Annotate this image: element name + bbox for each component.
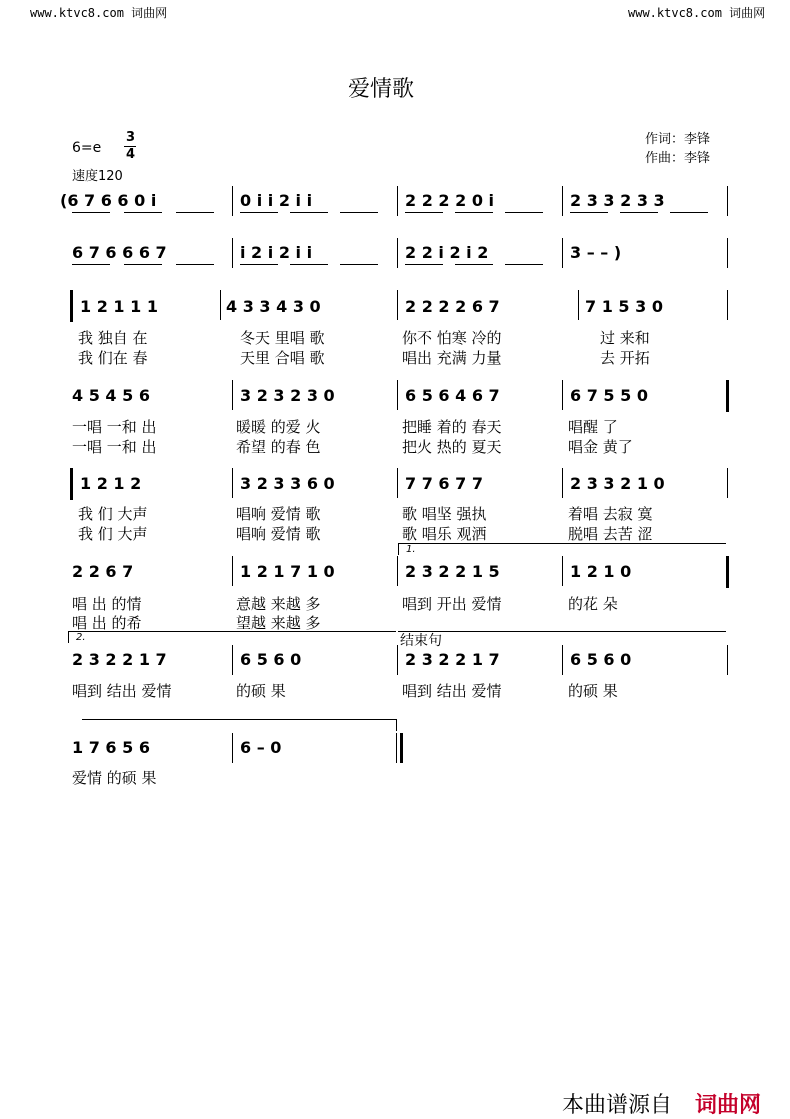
ending-label: 结束句 bbox=[400, 633, 442, 649]
lyric: 唱到 结出 爱情 bbox=[402, 682, 502, 700]
barline bbox=[397, 468, 398, 498]
measure: 6 5 6 0 bbox=[240, 650, 302, 669]
lyric-verse-1: 你不 怕寒 冷的 bbox=[402, 329, 502, 347]
measure: 2 2 2 2 6 7 bbox=[405, 297, 500, 316]
volta-1-bracket bbox=[398, 543, 726, 544]
lyric-verse-2: 我 们 大声 bbox=[78, 525, 148, 543]
lyric: 爱情 的硕 果 bbox=[72, 769, 157, 787]
barline bbox=[232, 733, 233, 763]
volta-1-label: 1. bbox=[406, 544, 416, 555]
lyric-verse-2: 歌 唱乐 观洒 bbox=[402, 525, 487, 543]
lyric-verse-1: 暖暖 的爱 火 bbox=[236, 418, 321, 436]
lyric: 的硕 果 bbox=[568, 682, 618, 700]
lyric-verse-1: 过 来和 bbox=[600, 329, 650, 347]
measure: i 2 i 2 i i bbox=[240, 243, 313, 262]
site-watermark-left: www.ktvc8.com 词曲网 bbox=[30, 6, 168, 20]
measure: (6 7 6 6 0 i bbox=[60, 191, 157, 210]
time-signature-bottom: 4 bbox=[126, 147, 136, 162]
barline bbox=[397, 238, 398, 268]
measure: 6 5 6 0 bbox=[570, 650, 632, 669]
barline bbox=[232, 186, 233, 216]
lyric-verse-1: 唱到 开出 爱情 bbox=[402, 595, 502, 613]
lyricist: 作词：李锋 bbox=[645, 132, 711, 147]
lyric-verse-1: 冬天 里唱 歌 bbox=[240, 329, 325, 347]
lyric-verse-1: 的花 朵 bbox=[568, 595, 618, 613]
barline bbox=[727, 468, 728, 498]
footer-source bbox=[562, 1088, 761, 1119]
measure: 1 2 1 2 bbox=[80, 474, 142, 493]
measure: 3 2 3 2 3 0 bbox=[240, 386, 335, 405]
barline bbox=[727, 238, 728, 268]
lyric-verse-1: 意越 来越 多 bbox=[236, 595, 321, 613]
lyric-verse-1: 唱醒 了 bbox=[568, 418, 618, 436]
lyric-verse-1: 把睡 着的 春天 bbox=[402, 418, 502, 436]
site-watermark-right: www.ktvc8.com 词曲网 bbox=[628, 6, 766, 20]
barline bbox=[397, 290, 398, 320]
barline bbox=[397, 380, 398, 410]
lyric-verse-2: 唱金 黄了 bbox=[568, 438, 633, 456]
measure: 4 3 3 4 3 0 bbox=[226, 297, 321, 316]
lyric-verse-2: 把火 热的 夏天 bbox=[402, 438, 502, 456]
measure: 0 i i 2 i i bbox=[240, 191, 313, 210]
final-barline-thick bbox=[400, 733, 403, 763]
measure: 6 – 0 bbox=[240, 738, 282, 757]
lyric-verse-1: 唱响 爱情 歌 bbox=[236, 505, 321, 523]
measure: 3 2 3 3 6 0 bbox=[240, 474, 335, 493]
measure: 2 3 3 2 1 0 bbox=[570, 474, 665, 493]
barline bbox=[578, 290, 579, 320]
lyric-verse-1: 我 们 大声 bbox=[78, 505, 148, 523]
barline bbox=[397, 556, 398, 586]
lyric: 唱到 结出 爱情 bbox=[72, 682, 172, 700]
barline bbox=[232, 645, 233, 675]
final-barline-thin bbox=[396, 733, 397, 763]
lyric: 的硕 果 bbox=[236, 682, 286, 700]
measure: 6 7 6 6 6 7 bbox=[72, 243, 167, 262]
measure: 6 5 6 4 6 7 bbox=[405, 386, 500, 405]
lyric-verse-2: 唱 出 的希 bbox=[72, 614, 142, 632]
measure: 1 2 1 7 1 0 bbox=[240, 562, 335, 581]
measure: 2 2 6 7 bbox=[72, 562, 134, 581]
volta-2-label: 2. bbox=[76, 632, 86, 643]
barline bbox=[232, 238, 233, 268]
lyric-verse-2: 望越 来越 多 bbox=[236, 614, 321, 632]
barline bbox=[562, 645, 563, 675]
lyric-verse-2: 去 开拓 bbox=[600, 349, 650, 367]
measure: 1 2 1 0 bbox=[570, 562, 632, 581]
lyric-verse-1: 一唱 一和 出 bbox=[72, 418, 157, 436]
composer: 作曲：李锋 bbox=[645, 151, 711, 166]
barline bbox=[397, 645, 398, 675]
barline bbox=[232, 468, 233, 498]
measure: 2 3 2 2 1 7 bbox=[72, 650, 167, 669]
measure: 1 7 6 5 6 bbox=[72, 738, 150, 757]
barline bbox=[232, 556, 233, 586]
barline bbox=[727, 645, 728, 675]
repeat-start bbox=[70, 468, 73, 500]
lyric-verse-1: 歌 唱坚 强执 bbox=[402, 505, 487, 523]
key-signature: 6=e bbox=[72, 140, 102, 156]
barline bbox=[562, 186, 563, 216]
measure: 2 3 2 2 1 7 bbox=[405, 650, 500, 669]
lyric-verse-1: 着唱 去寂 寞 bbox=[568, 505, 653, 523]
barline bbox=[397, 186, 398, 216]
barline bbox=[562, 380, 563, 410]
repeat-end bbox=[726, 556, 729, 588]
measure: 6 7 5 5 0 bbox=[570, 386, 648, 405]
measure: 2 3 3 2 3 3 bbox=[570, 191, 665, 210]
volta-2-bracket bbox=[68, 631, 396, 632]
song-title: 爱情歌 bbox=[348, 77, 415, 102]
lyric-verse-2: 天里 合唱 歌 bbox=[240, 349, 325, 367]
footer-brand-link[interactable]: 词曲网 bbox=[695, 1093, 762, 1118]
repeat-start bbox=[70, 290, 73, 322]
footer-source-label: 本曲谱源自 bbox=[562, 1093, 673, 1118]
lyric-verse-2: 一唱 一和 出 bbox=[72, 438, 157, 456]
barline bbox=[562, 238, 563, 268]
barline bbox=[562, 468, 563, 498]
barline bbox=[232, 380, 233, 410]
measure: 7 1 5 3 0 bbox=[585, 297, 663, 316]
measure: 2 2 i 2 i 2 bbox=[405, 243, 489, 262]
measure: 4 5 4 5 6 bbox=[72, 386, 150, 405]
measure: 2 3 2 2 1 5 bbox=[405, 562, 500, 581]
lyric-verse-1: 唱 出 的情 bbox=[72, 595, 142, 613]
lyric-verse-2: 唱出 充满 力量 bbox=[402, 349, 502, 367]
measure: 1 2 1 1 1 bbox=[80, 297, 158, 316]
ending-bracket bbox=[398, 631, 726, 632]
lyric-verse-2: 脱唱 去苦 涩 bbox=[568, 525, 653, 543]
measure: 7 7 6 7 7 bbox=[405, 474, 483, 493]
measure: 3 – – ) bbox=[570, 243, 622, 262]
barline bbox=[562, 556, 563, 586]
lyric-verse-2: 我 们在 春 bbox=[78, 349, 148, 367]
barline bbox=[727, 290, 728, 320]
lyric-verse-2: 唱响 爱情 歌 bbox=[236, 525, 321, 543]
barline bbox=[220, 290, 221, 320]
time-signature-top: 3 bbox=[126, 130, 136, 145]
repeat-end bbox=[726, 380, 729, 412]
lyric-verse-2: 希望 的春 色 bbox=[236, 438, 321, 456]
measure: 2 2 2 2 0 i bbox=[405, 191, 494, 210]
lyric-verse-1: 我 独自 在 bbox=[78, 329, 148, 347]
tempo: 速度120 bbox=[72, 169, 123, 184]
barline bbox=[727, 186, 728, 216]
